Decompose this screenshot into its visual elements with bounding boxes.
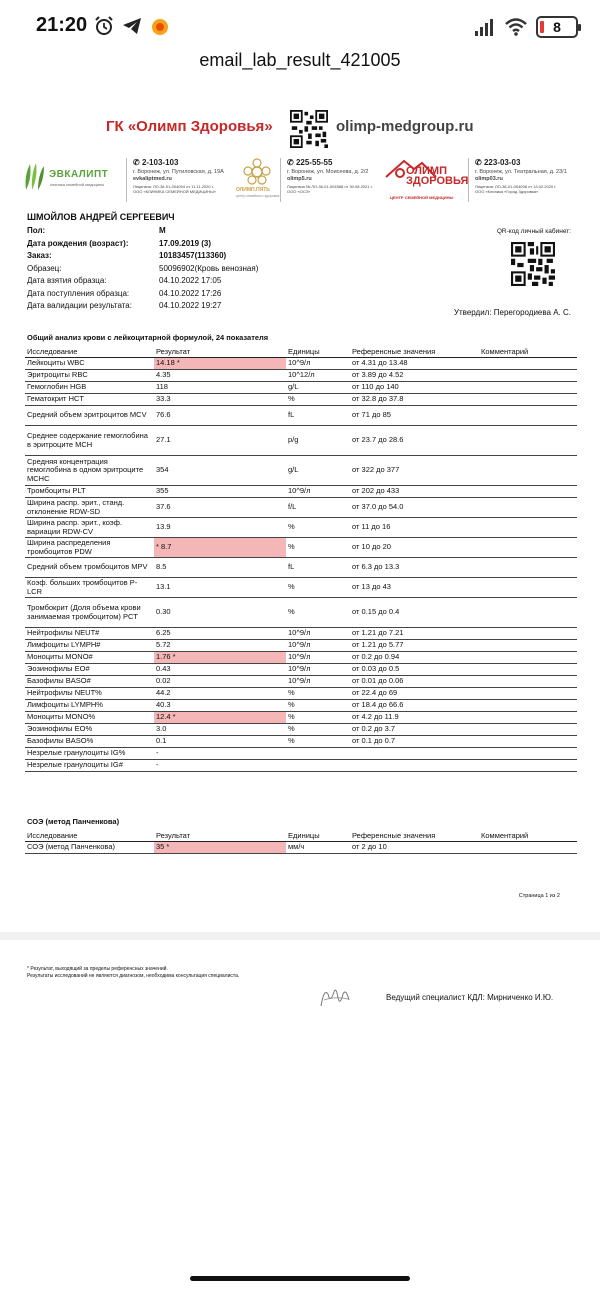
test-reference: от 11 до 16 bbox=[350, 518, 479, 538]
test-result: * 8.7 bbox=[154, 538, 286, 558]
test-reference bbox=[350, 760, 479, 772]
patient-field-label: Дата рождения (возраст): bbox=[27, 238, 129, 248]
test-reference: от 13 до 43 bbox=[350, 578, 479, 598]
result-row bbox=[25, 760, 577, 772]
test-name: Среднее содержание гемоглобина в эритроците MCH bbox=[25, 426, 154, 456]
test-name: Средняя концентрация гемоглобина в одном эритроците MCHC bbox=[25, 456, 154, 486]
test-result: 0.43 bbox=[154, 664, 286, 676]
test-unit: 10^9/л bbox=[286, 664, 350, 676]
clinic-address: г. Воронеж, ул. Театральная, д. 23/1 bbox=[475, 168, 567, 175]
col-unit-header: Единицы bbox=[286, 830, 350, 842]
cbc-results-table bbox=[25, 346, 577, 772]
test-result: 13.1 bbox=[154, 578, 286, 598]
test-result: - bbox=[154, 748, 286, 760]
test-comment bbox=[479, 664, 577, 676]
result-row bbox=[25, 456, 577, 486]
test-result: 3.0 bbox=[154, 724, 286, 736]
test-name: Тромбокрит (Доля объема крови занимаемая тромбоцитом) PCT bbox=[25, 598, 154, 628]
clinic-org: ООО «Клиника «Город Здоровья» bbox=[475, 189, 539, 195]
patient-field-label: Образец: bbox=[27, 263, 62, 273]
result-row bbox=[25, 640, 577, 652]
test-result: 8.5 bbox=[154, 558, 286, 578]
test-reference bbox=[350, 748, 479, 760]
patient-field-label: Дата валидации результата: bbox=[27, 301, 132, 310]
test-result: 4.35 bbox=[154, 370, 286, 382]
result-row bbox=[25, 370, 577, 382]
clinic-info-olimp bbox=[468, 158, 578, 202]
result-row bbox=[25, 598, 577, 628]
test-comment bbox=[479, 652, 577, 664]
test-name: Эритроциты RBC bbox=[25, 370, 154, 382]
test-unit: g/L bbox=[286, 382, 350, 394]
test-unit: % bbox=[286, 518, 350, 538]
wifi-icon bbox=[504, 17, 528, 37]
test-name: Эозинофилы EO% bbox=[25, 724, 154, 736]
result-row bbox=[25, 652, 577, 664]
test-name: Лимфоциты LYMPH% bbox=[25, 700, 154, 712]
col-comment-header: Комментарий bbox=[479, 830, 577, 842]
test-reference: от 1.21 до 7.21 bbox=[350, 628, 479, 640]
test-name: Нейтрофилы NEUT# bbox=[25, 628, 154, 640]
test-comment bbox=[479, 498, 577, 518]
home-indicator[interactable] bbox=[190, 1276, 410, 1281]
result-row bbox=[25, 578, 577, 598]
test-comment bbox=[479, 748, 577, 760]
test-reference: от 32.8 до 37.8 bbox=[350, 394, 479, 406]
test-comment bbox=[479, 736, 577, 748]
test-unit: 10^9/л bbox=[286, 358, 350, 370]
test-result: 5.72 bbox=[154, 640, 286, 652]
clinic-license: Лицензия: ЛО-36-01-004098 от 13.02.2020 г. bbox=[475, 183, 557, 189]
table-header bbox=[25, 346, 577, 358]
status-time: 21:20 bbox=[36, 14, 88, 36]
clinic-logo-olimp bbox=[384, 158, 469, 202]
test-comment bbox=[479, 406, 577, 426]
test-reference: от 71 до 85 bbox=[350, 406, 479, 426]
test-unit: % bbox=[286, 688, 350, 700]
clinic-info-olimp5 bbox=[280, 158, 380, 202]
app-notification-icon bbox=[150, 16, 170, 36]
test-name: Незрелые гранулоциты IG% bbox=[25, 748, 154, 760]
status-bar bbox=[0, 0, 600, 56]
clinic-phone: ✆ 2-103-103 bbox=[133, 158, 179, 167]
test-reference: от 2 до 10 bbox=[350, 842, 479, 854]
test-comment bbox=[479, 518, 577, 538]
cabinet-qr-code-icon[interactable] bbox=[511, 242, 555, 286]
alarm-icon bbox=[94, 16, 114, 36]
test-result: 14.18 * bbox=[154, 358, 286, 370]
test-result: 0.1 bbox=[154, 736, 286, 748]
result-row bbox=[25, 700, 577, 712]
test-comment bbox=[479, 628, 577, 640]
patient-field-row bbox=[27, 264, 447, 276]
col-name-header: Исследование bbox=[25, 346, 154, 358]
clinic-subtitle: ЦЕНТР СЕМЕЙНОЙ МЕДИЦИНЫ bbox=[390, 195, 454, 200]
clinic-license: Лицензия № ЛО-36-01-004588 от 30.08.2021 г. bbox=[287, 183, 373, 189]
result-row bbox=[25, 736, 577, 748]
clinic-logo-evkalipt bbox=[22, 158, 122, 202]
test-reference: от 22.4 до 69 bbox=[350, 688, 479, 700]
patient-field-label: Заказ: bbox=[27, 251, 52, 260]
test-unit: p/g bbox=[286, 426, 350, 456]
patient-field-value: 04.10.2022 17:05 bbox=[159, 276, 222, 285]
patient-field-value: 17.09.2019 (3) bbox=[159, 238, 212, 248]
patient-field-value: 50096902(Кровь венозная) bbox=[159, 263, 259, 273]
test-comment bbox=[479, 640, 577, 652]
test-reference: от 4.2 до 11.9 bbox=[350, 712, 479, 724]
test-reference: от 10 до 20 bbox=[350, 538, 479, 558]
clinic-logo-olimp5 bbox=[234, 158, 280, 202]
test-name: Лейкоциты WBC bbox=[25, 358, 154, 370]
test-reference: от 23.7 до 28.6 bbox=[350, 426, 479, 456]
test-comment bbox=[479, 558, 577, 578]
battery-level: 8 bbox=[553, 19, 561, 35]
test-reference: от 0.03 до 0.5 bbox=[350, 664, 479, 676]
test-comment bbox=[479, 688, 577, 700]
cbc-table-body bbox=[25, 358, 577, 772]
col-comment-header: Комментарий bbox=[479, 346, 577, 358]
test-unit: % bbox=[286, 578, 350, 598]
esr-table-body bbox=[25, 842, 577, 854]
patient-field-label: Дата поступления образца: bbox=[27, 288, 130, 298]
test-unit: % bbox=[286, 598, 350, 628]
test-reference: от 0.1 до 0.7 bbox=[350, 736, 479, 748]
result-row bbox=[25, 394, 577, 406]
phone-icon: ✆ bbox=[287, 158, 296, 167]
test-name: Базофилы BASO# bbox=[25, 676, 154, 688]
page-number: Страница 1 из 2 bbox=[518, 893, 560, 899]
patient-field-value: 04.10.2022 19:27 bbox=[159, 301, 222, 310]
clinics-strip bbox=[22, 158, 578, 202]
result-row bbox=[25, 842, 577, 854]
test-unit: % bbox=[286, 736, 350, 748]
battery-icon bbox=[536, 16, 578, 38]
test-result: 35 * bbox=[154, 842, 286, 854]
approved-by: Утвердил: Перегородиева А. С. bbox=[453, 308, 571, 317]
test-name: Моноциты MONO# bbox=[25, 652, 154, 664]
test-reference: от 4.31 до 13.48 bbox=[350, 358, 479, 370]
patient-field-row bbox=[27, 301, 447, 313]
patient-field-value: 10183457(113360) bbox=[159, 251, 227, 260]
test-unit: 10^9/л bbox=[286, 628, 350, 640]
leaf-logo-icon bbox=[22, 162, 48, 192]
result-row bbox=[25, 688, 577, 700]
result-row bbox=[25, 426, 577, 456]
result-row bbox=[25, 628, 577, 640]
clinic-logo-text: ЭВКАЛИПТ bbox=[49, 169, 109, 180]
patient-field-row bbox=[27, 251, 447, 263]
result-row bbox=[25, 664, 577, 676]
test-unit: % bbox=[286, 538, 350, 558]
brand-name: ГК «Олимп Здоровья» bbox=[106, 118, 273, 135]
test-unit: fL bbox=[286, 406, 350, 426]
signature-image bbox=[318, 984, 352, 1010]
test-unit: 10^9/л bbox=[286, 486, 350, 498]
qr-label: QR-код личный кабинет: bbox=[496, 228, 571, 235]
clinic-info-evkalipt bbox=[126, 158, 226, 202]
patient-field-row bbox=[27, 276, 447, 288]
col-result-header: Результат bbox=[154, 346, 286, 358]
test-comment bbox=[479, 426, 577, 456]
test-comment bbox=[479, 700, 577, 712]
result-row bbox=[25, 748, 577, 760]
test-unit: 10^9/л bbox=[286, 640, 350, 652]
test-unit bbox=[286, 748, 350, 760]
table-header bbox=[25, 830, 577, 842]
test-result: 76.6 bbox=[154, 406, 286, 426]
test-unit: мм/ч bbox=[286, 842, 350, 854]
test-unit: 10^9/л bbox=[286, 676, 350, 688]
test-result: 37.6 bbox=[154, 498, 286, 518]
test-unit: g/L bbox=[286, 456, 350, 486]
test-result: 12.4 * bbox=[154, 712, 286, 724]
test-unit: % bbox=[286, 712, 350, 724]
patient-field-value: 04.10.2022 17:26 bbox=[159, 288, 222, 298]
result-row bbox=[25, 538, 577, 558]
test-reference: от 6.3 до 13.3 bbox=[350, 558, 479, 578]
test-comment bbox=[479, 486, 577, 498]
test-reference: от 0.2 до 3.7 bbox=[350, 724, 479, 736]
test-reference: от 202 до 433 bbox=[350, 486, 479, 498]
test-name: Гемоглобин HGB bbox=[25, 382, 154, 394]
telegram-icon bbox=[122, 17, 142, 35]
test-name: Гематокрит HCT bbox=[25, 394, 154, 406]
test-name: Средний объем тромбоцитов MPV bbox=[25, 558, 154, 578]
test-name: Моноциты MONO% bbox=[25, 712, 154, 724]
page-separator bbox=[0, 932, 600, 940]
footnote-line-1: * Результат, выходящий за пределы референсных значений. bbox=[27, 966, 168, 972]
patient-field-row bbox=[27, 239, 447, 251]
esr-section-title: СОЭ (метод Панченкова) bbox=[27, 817, 120, 826]
test-name: Базофилы BASO% bbox=[25, 736, 154, 748]
status-left-icons bbox=[94, 16, 170, 36]
patient-field-row bbox=[27, 226, 447, 238]
test-unit: fL bbox=[286, 558, 350, 578]
test-result: 40.3 bbox=[154, 700, 286, 712]
test-name: Эозинофилы EO# bbox=[25, 664, 154, 676]
col-result-header: Результат bbox=[154, 830, 286, 842]
phone-icon: ✆ bbox=[133, 158, 142, 167]
test-comment bbox=[479, 538, 577, 558]
result-row bbox=[25, 676, 577, 688]
result-row bbox=[25, 712, 577, 724]
test-result: 13.9 bbox=[154, 518, 286, 538]
clinic-subtitle: клиника семейной медицины bbox=[50, 182, 105, 187]
test-unit: % bbox=[286, 700, 350, 712]
clinic-phone: ✆ 225-55-55 bbox=[287, 158, 333, 167]
test-unit: 10^12/л bbox=[286, 370, 350, 382]
test-name: Ширина распр. эрит., коэф. вариации RDW-CV bbox=[25, 518, 154, 538]
test-reference: от 322 до 377 bbox=[350, 456, 479, 486]
patient-name: ШМОЙЛОВ АНДРЕЙ СЕРГЕЕВИЧ bbox=[27, 212, 175, 222]
clinic-org: ООО «КЛИНИКА СЕМЕЙНОЙ МЕДИЦИНЫ» bbox=[133, 189, 216, 195]
test-comment bbox=[479, 712, 577, 724]
test-reference: от 18.4 до 66.6 bbox=[350, 700, 479, 712]
test-name: Ширина распр. эрит., станд. отклонение RDW-SD bbox=[25, 498, 154, 518]
test-reference: от 37.0 до 54.0 bbox=[350, 498, 479, 518]
test-result: 27.1 bbox=[154, 426, 286, 456]
phone-icon: ✆ bbox=[475, 158, 484, 167]
test-comment bbox=[479, 842, 577, 854]
patient-field-label: Пол: bbox=[27, 226, 46, 235]
test-reference: от 0.15 до 0.4 bbox=[350, 598, 479, 628]
test-reference: от 0.01 до 0.06 bbox=[350, 676, 479, 688]
test-reference: от 0.2 до 0.94 bbox=[350, 652, 479, 664]
result-row bbox=[25, 518, 577, 538]
test-comment bbox=[479, 578, 577, 598]
test-name: СОЭ (метод Панченкова) bbox=[25, 842, 154, 854]
test-result: 33.3 bbox=[154, 394, 286, 406]
signer-name: Ведущий специалист КДЛ: Мирниченко И.Ю. bbox=[386, 993, 554, 1002]
result-row bbox=[25, 358, 577, 370]
test-unit: % bbox=[286, 724, 350, 736]
test-unit: % bbox=[286, 394, 350, 406]
col-name-header: Исследование bbox=[25, 830, 154, 842]
test-result: 355 bbox=[154, 486, 286, 498]
clinic-site: olimp03.ru bbox=[475, 176, 503, 183]
result-row bbox=[25, 406, 577, 426]
test-name: Тромбоциты PLT bbox=[25, 486, 154, 498]
test-comment bbox=[479, 676, 577, 688]
test-comment bbox=[479, 394, 577, 406]
test-result: 1.76 * bbox=[154, 652, 286, 664]
clinic-logo-text: ОЛИМП ЗДОРОВЬЯ bbox=[406, 165, 469, 188]
test-name: Лимфоциты LYMPH# bbox=[25, 640, 154, 652]
test-result: 44.2 bbox=[154, 688, 286, 700]
result-row bbox=[25, 382, 577, 394]
cbc-section-title: Общий анализ крови с лейкоцитарной формулой, 24 показателя bbox=[27, 333, 269, 342]
result-row bbox=[25, 498, 577, 518]
test-comment bbox=[479, 724, 577, 736]
clinic-address: г. Воронеж, ул. Моисеева, д. 2/2 bbox=[287, 168, 369, 175]
footnote-line-2: Результаты исследований не являются диагнозом, необходима консультация специалиста. bbox=[27, 973, 240, 979]
footnote bbox=[27, 966, 239, 980]
patient-field-value: М bbox=[159, 226, 166, 235]
clinic-org: ООО «ОСЗ» bbox=[287, 189, 311, 195]
test-result: 354 bbox=[154, 456, 286, 486]
col-unit-header: Единицы bbox=[286, 346, 350, 358]
test-reference: от 110 до 140 bbox=[350, 382, 479, 394]
signal-icon bbox=[474, 18, 496, 36]
test-comment bbox=[479, 760, 577, 772]
clinic-logo-text: ОЛИМП.ПЯТЬ bbox=[236, 187, 270, 193]
brand-site: olimp-medgroup.ru bbox=[336, 118, 474, 135]
test-reference: от 3.89 до 4.52 bbox=[350, 370, 479, 382]
flower-logo-icon bbox=[242, 158, 272, 186]
esr-results-table bbox=[25, 830, 577, 854]
qr-code-icon bbox=[290, 110, 328, 148]
test-name: Ширина распределения тромбоцитов PDW bbox=[25, 538, 154, 558]
document-title: email_lab_result_421005 bbox=[199, 50, 401, 70]
test-comment bbox=[479, 598, 577, 628]
col-ref-header: Референсные значения bbox=[350, 830, 479, 842]
clinic-site: evkaliptmed.ru bbox=[133, 176, 172, 183]
test-name: Средний объем эритроцитов MCV bbox=[25, 406, 154, 426]
status-right-icons bbox=[474, 16, 578, 38]
result-row bbox=[25, 558, 577, 578]
test-unit: f/L bbox=[286, 498, 350, 518]
test-comment bbox=[479, 358, 577, 370]
test-comment bbox=[479, 456, 577, 486]
test-unit: 10^9/л bbox=[286, 652, 350, 664]
test-result: - bbox=[154, 760, 286, 772]
test-name: Незрелые гранулоциты IG# bbox=[25, 760, 154, 772]
clinic-subtitle: центр семейного здоровья bbox=[236, 194, 280, 198]
test-comment bbox=[479, 370, 577, 382]
clinic-phone: ✆ 223-03-03 bbox=[475, 158, 521, 167]
patient-field-label: Дата взятия образца: bbox=[27, 276, 107, 285]
result-row bbox=[25, 724, 577, 736]
test-reference: от 1.21 до 5.77 bbox=[350, 640, 479, 652]
col-ref-header: Референсные значения bbox=[350, 346, 479, 358]
test-unit bbox=[286, 760, 350, 772]
clinic-address: г. Воронеж, ул. Путиловская, д. 19А bbox=[133, 168, 224, 175]
test-name: Нейтрофилы NEUT% bbox=[25, 688, 154, 700]
patient-field-row bbox=[27, 289, 447, 301]
test-result: 118 bbox=[154, 382, 286, 394]
test-result: 0.30 bbox=[154, 598, 286, 628]
test-result: 6.25 bbox=[154, 628, 286, 640]
clinic-site: olimp5.ru bbox=[287, 176, 312, 183]
result-row bbox=[25, 486, 577, 498]
test-name: Коэф. больших тромбоцитов P-LCR bbox=[25, 578, 154, 598]
test-comment bbox=[479, 382, 577, 394]
clinic-license: Лицензия: ЛО-36-01-004094 от 11.11.2020 г. bbox=[133, 183, 214, 189]
test-result: 0.02 bbox=[154, 676, 286, 688]
